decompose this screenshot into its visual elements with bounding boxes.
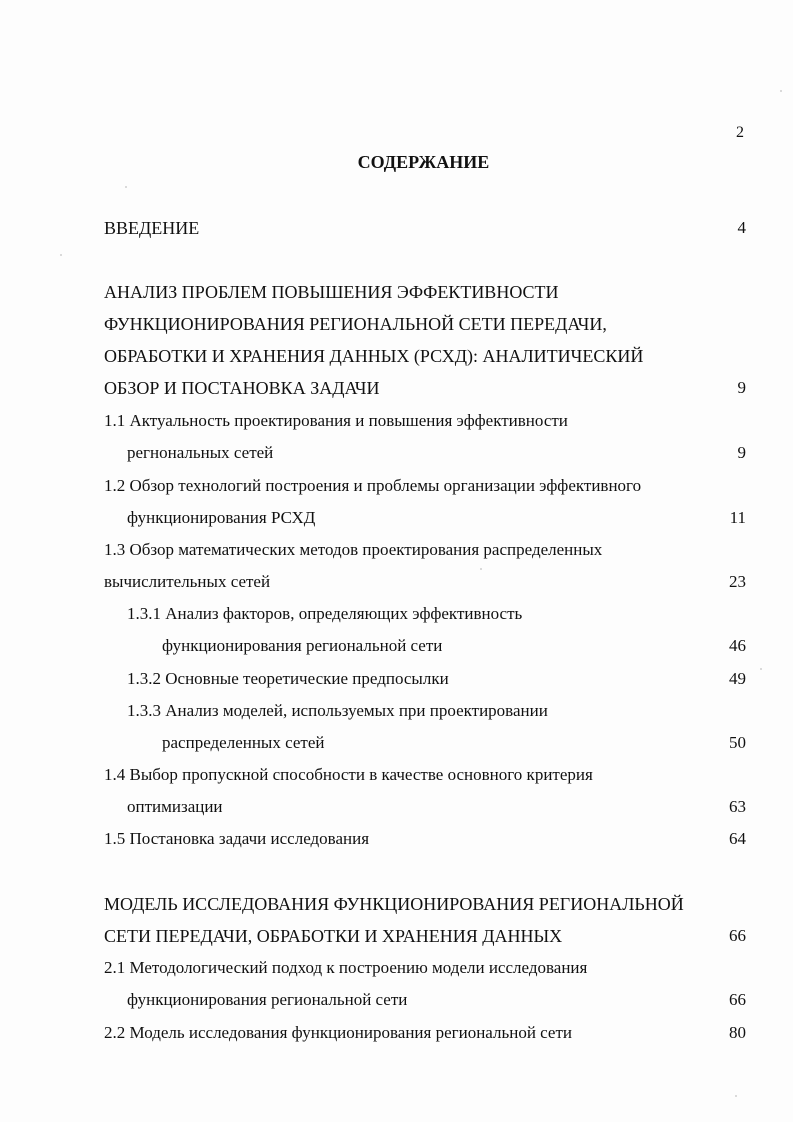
toc-page-number: 80: [729, 1023, 746, 1042]
toc-page-number: 9: [737, 378, 746, 397]
toc-section-1-3-1-line: 1.3.1 Анализ факторов, определяющих эффективность: [127, 604, 523, 623]
toc-page-number: 50: [729, 733, 746, 752]
toc-chapter-2-line: СЕТИ ПЕРЕДАЧИ, ОБРАБОТКИ И ХРАНЕНИЯ ДАННЫХ: [104, 926, 563, 946]
toc-section-1-3-3-line: 1.3.3 Анализ моделей, используемых при проектировании: [127, 701, 548, 720]
toc-page-number: 11: [729, 508, 746, 527]
toc-page-number: 64: [729, 829, 746, 848]
toc-section-2-2-line: 2.2 Модель исследования функционирования региональной сети: [104, 1023, 573, 1042]
toc-page-number: 46: [729, 636, 746, 655]
toc-page-number: 9: [737, 443, 746, 462]
toc-section-2-1-line: функционирования региональной сети: [127, 990, 408, 1009]
toc-section-1-1-line: регнональных сетей: [127, 443, 274, 462]
scan-speck: [480, 568, 482, 570]
toc-chapter-1-line: ОБРАБОТКИ И ХРАНЕНИЯ ДАННЫХ (РСХД): АНАЛИТИЧЕСКИЙ: [104, 346, 644, 366]
toc-chapter-1-line: ФУНКЦИОНИРОВАНИЯ РЕГИОНАЛЬНОЙ СЕТИ ПЕРЕДАЧИ,: [104, 314, 607, 334]
toc-entry-introduction: ВВЕДЕНИЕ: [104, 218, 200, 238]
page-number: 2: [736, 124, 744, 141]
toc-section-1-3-2-line: 1.3.2 Основные теоретические предпосылки: [127, 669, 449, 688]
toc-section-1-2-line: 1.2 Обзор технологий построения и проблемы организации эффективного: [104, 476, 642, 495]
toc-section-1-3-line: 1.3 Обзор математических методов проектирования распределенных: [104, 540, 603, 559]
toc-page-number: 66: [729, 990, 746, 1009]
toc-chapter-1-line: АНАЛИЗ ПРОБЛЕМ ПОВЫШЕНИЯ ЭФФЕКТИВНОСТИ: [104, 282, 559, 302]
toc-section-1-4-line: 1.4 Выбор пропускной способности в качестве основного критерия: [104, 765, 593, 784]
toc-section-1-3-1-line: функционирования региональной сети: [162, 636, 443, 655]
scan-speck: [60, 254, 62, 256]
scan-speck: [780, 90, 782, 92]
scan-speck: [125, 186, 127, 188]
scan-speck: [735, 1095, 737, 1097]
toc-section-1-3-3-line: распределенных сетей: [162, 733, 325, 752]
toc-chapter-2-line: МОДЕЛЬ ИССЛЕДОВАНИЯ ФУНКЦИОНИРОВАНИЯ РЕГИОНАЛЬНОЙ: [104, 894, 684, 914]
toc-section-1-3-line: вычислительных сетей: [104, 572, 271, 591]
toc-page-number: 66: [729, 926, 746, 945]
toc-section-1-4-line: оптимизации: [127, 797, 223, 816]
toc-section-1-2-line: функционирования РСХД: [127, 508, 316, 527]
toc-title: СОДЕРЖАНИЕ: [357, 152, 490, 172]
toc-page-number: 63: [729, 797, 746, 816]
toc-chapter-1-line: ОБЗОР И ПОСТАНОВКА ЗАДАЧИ: [104, 378, 380, 398]
toc-page-number: 4: [737, 218, 746, 237]
scan-speck: [760, 668, 762, 670]
toc-page-number: 23: [729, 572, 746, 591]
toc-section-2-1-line: 2.1 Методологический подход к построению модели исследования: [104, 958, 588, 977]
toc-section-1-1-line: 1.1 Актуальность проектирования и повышения эффективности: [104, 411, 568, 430]
toc-page-number: 49: [729, 669, 746, 688]
toc-section-1-5-line: 1.5 Постановка задачи исследования: [104, 829, 370, 848]
